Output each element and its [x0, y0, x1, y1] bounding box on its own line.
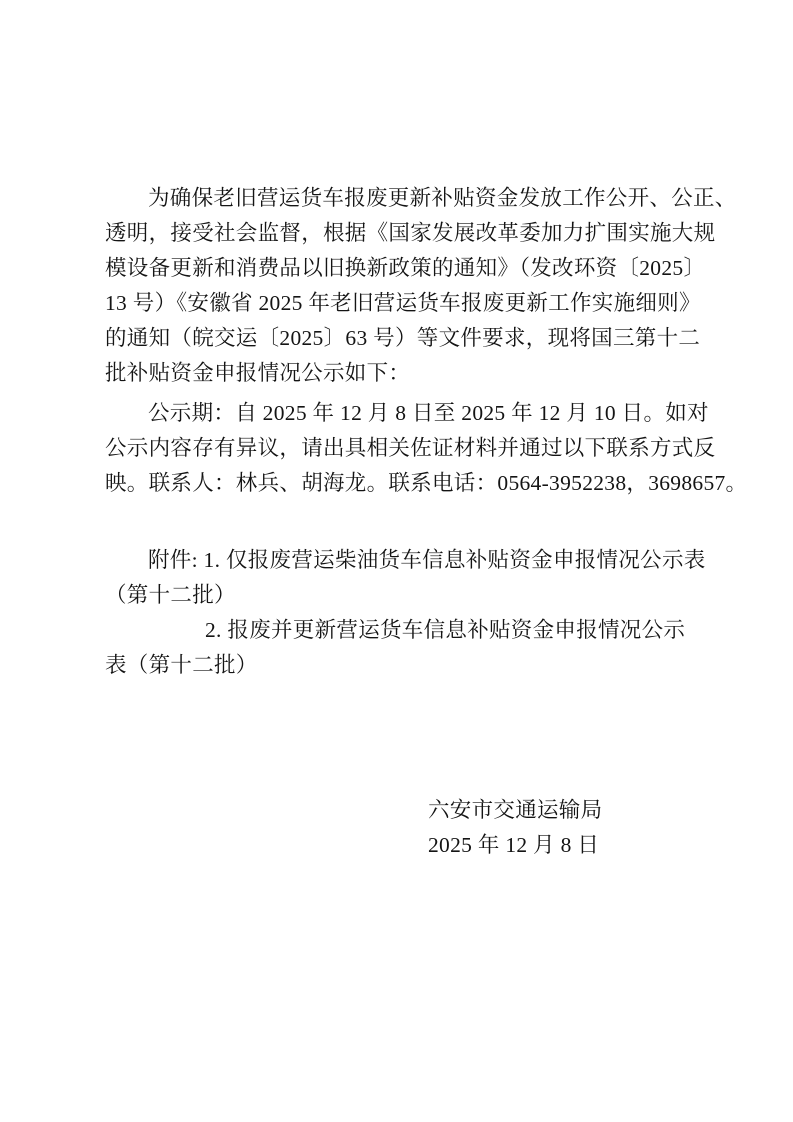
body-line: 公示内容存有异议，请出具相关佐证材料并通过以下联系方式反: [105, 436, 716, 460]
signature-date: 2025 年 12 月 8 日: [428, 833, 600, 857]
signature-issuer: 六安市交通运输局: [428, 798, 603, 822]
notice-body: [105, 181, 748, 863]
body-line: 13 号）《安徽省 2025 年老旧营运货车报废更新工作实施细则》: [105, 291, 701, 315]
attachments-section: [105, 543, 706, 683]
signature-block: [105, 793, 706, 863]
body-line: 模设备更新和消费品以旧换新政策的通知》（发改环资〔2025〕: [105, 256, 706, 280]
body-line: 公示期：自 2025 年 12 月 8 日至 2025 年 12 月 10 日。如对: [148, 401, 709, 425]
attachment-line-2-wrap: 表（第十二批）: [105, 653, 258, 677]
attachment-line-1: 附件: 1. 仅报废营运柴油货车信息补贴资金申报情况公示表: [148, 548, 706, 572]
paragraph-publicity-period: [105, 396, 748, 501]
body-line: 透明，接受社会监督，根据《国家发展改革委加力扩围实施大规: [105, 221, 716, 245]
body-line: 映。联系人：林兵、胡海龙。联系电话：0564-3952238，3698657。: [105, 471, 748, 495]
body-line: 为确保老旧营运货车报废更新补贴资金发放工作公开、公正、: [148, 186, 737, 210]
paragraph-policy-basis: [105, 181, 737, 391]
body-line: 的通知（皖交运〔2025〕63 号）等文件要求，现将国三第十二: [105, 326, 701, 350]
attachment-line-2: 2. 报废并更新营运货车信息补贴资金申报情况公示: [205, 618, 686, 642]
body-line: 批补贴资金申报情况公示如下：: [105, 361, 411, 385]
attachment-line-1-wrap: （第十二批）: [105, 583, 236, 607]
